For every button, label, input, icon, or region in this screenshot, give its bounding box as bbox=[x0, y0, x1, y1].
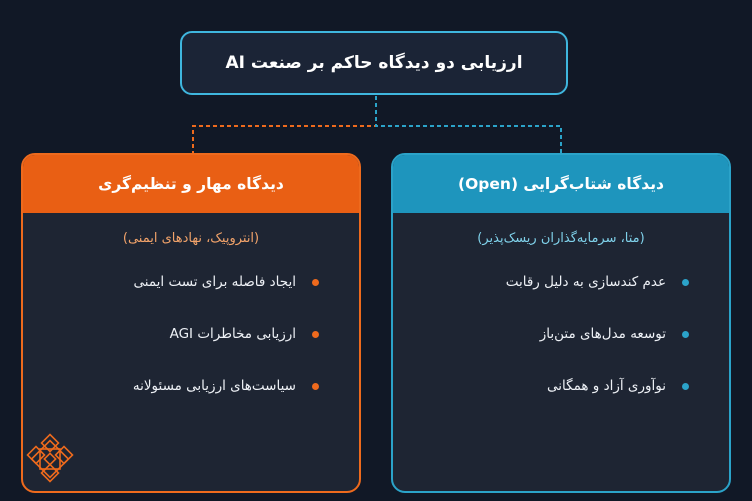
panel-regulation-heading: دیدگاه مهار و تنظیم‌گری bbox=[98, 175, 284, 193]
bullet-dot-icon bbox=[682, 383, 689, 390]
diagram-title bbox=[180, 31, 568, 95]
list-item: ایجاد فاصله برای تست ایمنی bbox=[23, 272, 319, 292]
bullet-dot-icon bbox=[312, 331, 319, 338]
list-item: سیاست‌های ارزیابی مسئولانه bbox=[23, 376, 319, 396]
panel-regulation-header bbox=[23, 155, 359, 213]
list-item: ارزیابی مخاطرات AGI bbox=[23, 324, 319, 344]
geometric-flower-logo-icon bbox=[24, 433, 76, 485]
bullet-dot-icon bbox=[312, 383, 319, 390]
panel-regulation-list bbox=[23, 272, 359, 396]
list-item: توسعه مدل‌های متن‌باز bbox=[393, 324, 689, 344]
list-item: نوآوری آزاد و همگانی bbox=[393, 376, 689, 396]
panel-acceleration bbox=[391, 153, 731, 493]
bullet-dot-icon bbox=[312, 279, 319, 286]
bullet-dot-icon bbox=[682, 279, 689, 286]
panel-regulation-subtitle: (انتروپیک، نهادهای ایمنی) bbox=[122, 231, 260, 246]
panel-acceleration-header bbox=[393, 155, 729, 213]
bullet-dot-icon bbox=[682, 331, 689, 338]
connector-left bbox=[193, 96, 376, 153]
panel-acceleration-subtitle: (متا، سرمایه‌گذاران ریسک‌پذیر) bbox=[477, 231, 645, 246]
connector-right bbox=[376, 96, 561, 153]
diagram-title-text: ارزیابی دو دیدگاه حاکم بر صنعت AI bbox=[225, 53, 523, 73]
panel-acceleration-heading: دیدگاه شتاب‌گرایی (Open) bbox=[458, 175, 664, 193]
panel-acceleration-list bbox=[393, 272, 729, 396]
list-item: عدم کندسازی به دلیل رقابت bbox=[393, 272, 689, 292]
